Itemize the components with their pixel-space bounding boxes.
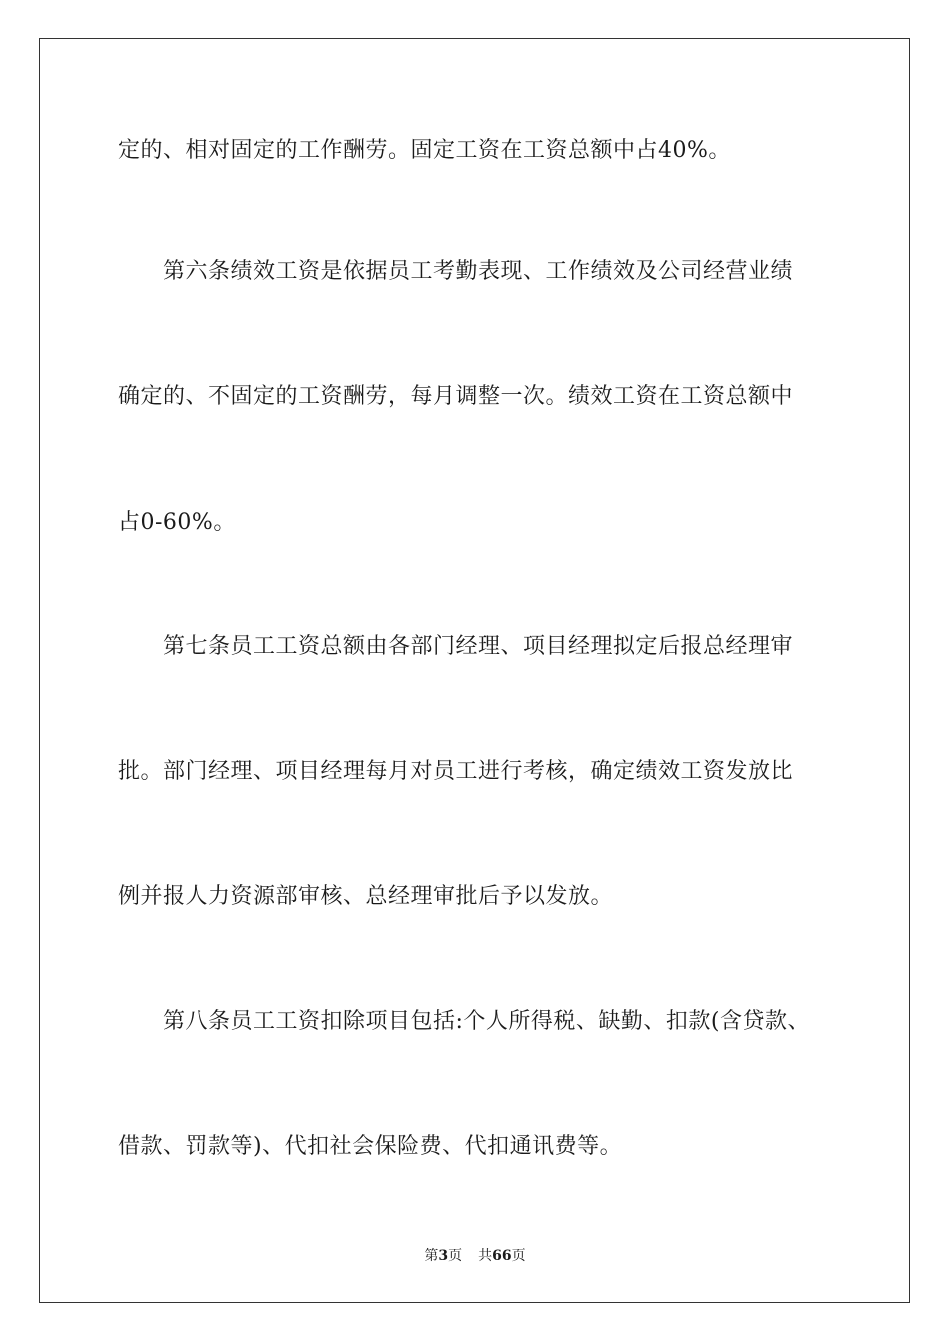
body-line: 批。部门经理、项目经理每月对员工进行考核，确定绩效工资发放比 <box>118 759 794 784</box>
body-line: 占0-60%。 <box>118 510 236 535</box>
total-prefix: 共 <box>478 1248 493 1264</box>
body-line: 借款、罚款等)、代扣社会保险费、代扣通讯费等。 <box>118 1134 623 1159</box>
page-suffix: 页 <box>448 1248 463 1264</box>
paragraph-start-line: 第八条员工工资扣除项目包括:个人所得税、缺勤、扣款(含贷款、 <box>163 1009 810 1034</box>
body-line: 确定的、不固定的工资酬劳，每月调整一次。绩效工资在工资总额中 <box>118 384 794 409</box>
page-border <box>39 38 910 1303</box>
body-line: 定的、相对固定的工作酬劳。固定工资在工资总额中占40%。 <box>118 138 731 163</box>
paragraph-start-line: 第六条绩效工资是依据员工考勤表现、工作绩效及公司经营业绩 <box>163 259 794 284</box>
total-pages: 66 <box>492 1248 512 1264</box>
page-number: 3 <box>438 1248 449 1264</box>
page-prefix: 第 <box>424 1248 439 1264</box>
paragraph-start-line: 第七条员工工资总额由各部门经理、项目经理拟定后报总经理审 <box>163 634 794 659</box>
total-suffix: 页 <box>511 1248 526 1264</box>
page-footer <box>0 1247 950 1265</box>
body-line: 例并报人力资源部审核、总经理审批后予以发放。 <box>118 884 614 909</box>
